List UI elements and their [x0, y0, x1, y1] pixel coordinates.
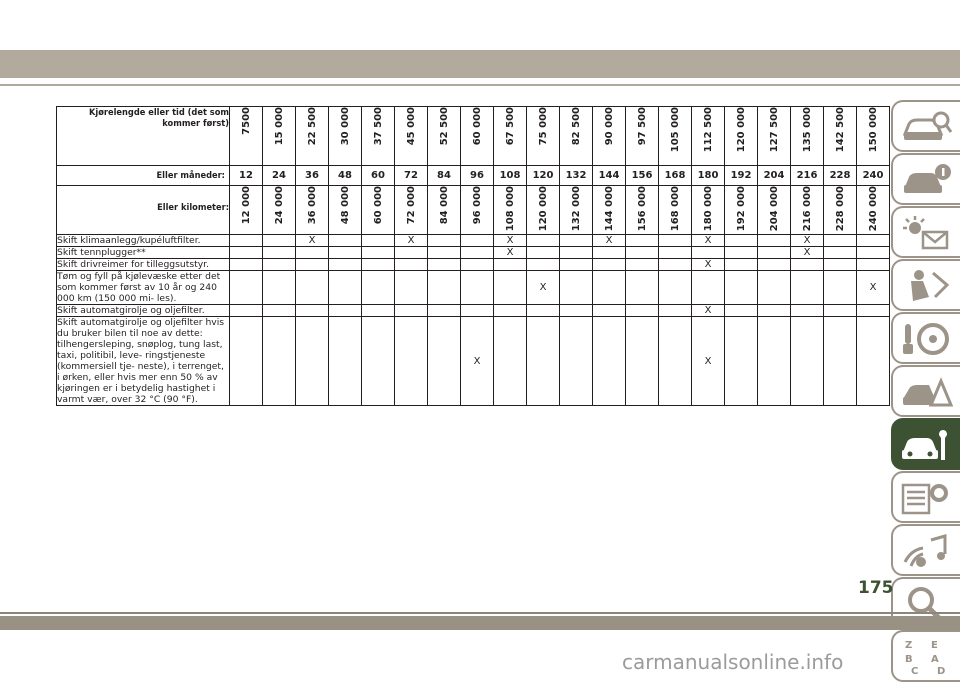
schedule-cell: [494, 317, 527, 406]
mileage-header-cell: [659, 107, 692, 166]
km-value: 240 000: [867, 186, 879, 232]
months-header-cell: 240: [857, 166, 890, 186]
schedule-cell: [824, 305, 857, 317]
schedule-cell: X: [593, 235, 626, 247]
km-value: 12 000: [240, 186, 252, 225]
schedule-cell: X: [791, 235, 824, 247]
km-header-cell: [362, 186, 395, 235]
months-header-cell: 228: [824, 166, 857, 186]
mileage-header-cell: [626, 107, 659, 166]
mileage-header-cell: [824, 107, 857, 166]
schedule-cell: [824, 259, 857, 271]
months-header-cell: 48: [329, 166, 362, 186]
schedule-cell: [395, 317, 428, 406]
schedule-cell: [692, 271, 725, 305]
km-value: 228 000: [834, 186, 846, 232]
mileage-header-cell: [725, 107, 758, 166]
schedule-cell: [527, 235, 560, 247]
months-header-cell: 216: [791, 166, 824, 186]
service-label: Skift drivreimer for tilleggsutstyr.: [57, 259, 230, 271]
schedule-cell: [329, 259, 362, 271]
mileage-value: 142 500: [834, 107, 846, 153]
km-header-cell: [527, 186, 560, 235]
schedule-cell: X: [791, 247, 824, 259]
schedule-cell: [758, 259, 791, 271]
mileage-header-cell: [263, 107, 296, 166]
schedule-cell: [725, 317, 758, 406]
km-header-cell: [758, 186, 791, 235]
schedule-cell: [857, 259, 890, 271]
schedule-cell: [362, 271, 395, 305]
km-value: 156 000: [636, 186, 648, 232]
schedule-cell: [626, 305, 659, 317]
km-value: 48 000: [339, 186, 351, 225]
schedule-cell: [857, 305, 890, 317]
km-value: 72 000: [405, 186, 417, 225]
schedule-cell: [428, 247, 461, 259]
km-value: 180 000: [702, 186, 714, 232]
mileage-header-row: [57, 107, 890, 166]
schedule-cell: [428, 317, 461, 406]
km-header-cell: [461, 186, 494, 235]
schedule-cell: X: [494, 235, 527, 247]
page-number: 175: [858, 578, 894, 598]
km-value: 216 000: [801, 186, 813, 232]
schedule-cell: [593, 259, 626, 271]
months-header-cell: 84: [428, 166, 461, 186]
schedule-cell: [494, 305, 527, 317]
chapter-tab[interactable]: [891, 418, 960, 470]
service-rows: [57, 235, 890, 406]
mileage-value: 7500: [240, 107, 252, 135]
km-header-cell: [395, 186, 428, 235]
schedule-cell: [329, 305, 362, 317]
schedule-cell: [461, 259, 494, 271]
schedule-cell: [758, 235, 791, 247]
schedule-cell: X: [527, 271, 560, 305]
service-label: Skift automatgirolje og oljefilter.: [57, 305, 230, 317]
km-value: 96 000: [471, 186, 483, 225]
schedule-cell: [494, 271, 527, 305]
mileage-value: 30 000: [339, 107, 351, 146]
mileage-value: 22 500: [306, 107, 318, 146]
schedule-cell: X: [692, 259, 725, 271]
schedule-cell: [725, 247, 758, 259]
schedule-cell: [230, 259, 263, 271]
schedule-cell: [428, 259, 461, 271]
schedule-cell: [791, 271, 824, 305]
chapter-tab[interactable]: [891, 630, 960, 682]
schedule-cell: [593, 317, 626, 406]
schedule-cell: [296, 305, 329, 317]
svg-text:A: A: [931, 654, 939, 665]
months-header-cell: 132: [560, 166, 593, 186]
months-header-cell: 24: [263, 166, 296, 186]
km-value: 36 000: [306, 186, 318, 225]
km-header-cell: [428, 186, 461, 235]
mileage-header-cell: [230, 107, 263, 166]
km-header-cell: [494, 186, 527, 235]
mileage-header-cell: [527, 107, 560, 166]
months-header-cell: 144: [593, 166, 626, 186]
schedule-cell: [362, 317, 395, 406]
km-header-cell: [626, 186, 659, 235]
mileage-value: 75 000: [537, 107, 549, 146]
months-header-cell: 156: [626, 166, 659, 186]
chapter-tab[interactable]: [891, 312, 960, 364]
km-header-cell: [329, 186, 362, 235]
schedule-cell: [659, 271, 692, 305]
mileage-header-cell: [329, 107, 362, 166]
months-header-cell: 12: [230, 166, 263, 186]
mileage-header-cell: [857, 107, 890, 166]
schedule-cell: [626, 259, 659, 271]
schedule-cell: [395, 271, 428, 305]
km-header-cell: [692, 186, 725, 235]
table-row: [57, 259, 890, 271]
chapter-tab[interactable]: [891, 365, 960, 417]
mileage-value: 135 000: [801, 107, 813, 153]
schedule-cell: [857, 247, 890, 259]
schedule-cell: X: [296, 235, 329, 247]
schedule-cell: [461, 305, 494, 317]
mileage-value: 45 000: [405, 107, 417, 146]
mileage-value: 90 000: [603, 107, 615, 146]
mileage-header-cell: [560, 107, 593, 166]
months-header-cell: 108: [494, 166, 527, 186]
chapter-tab[interactable]: [891, 206, 960, 258]
mileage-value: 82 500: [570, 107, 582, 146]
schedule-cell: [725, 235, 758, 247]
schedule-cell: [362, 259, 395, 271]
schedule-cell: [824, 235, 857, 247]
km-header-cell: [593, 186, 626, 235]
months-header-cell: 180: [692, 166, 725, 186]
schedule-cell: X: [494, 247, 527, 259]
schedule-cell: [362, 305, 395, 317]
mileage-header-cell: [494, 107, 527, 166]
svg-text:E: E: [931, 640, 938, 651]
km-value: 204 000: [768, 186, 780, 232]
svg-text:C: C: [911, 666, 919, 676]
km-header-cell: [263, 186, 296, 235]
chapter-tab[interactable]: [891, 471, 960, 523]
schedule-cell: [791, 305, 824, 317]
mileage-value: 127 500: [768, 107, 780, 153]
schedule-cell: X: [461, 317, 494, 406]
mileage-header-cell: [758, 107, 791, 166]
schedule-cell: [593, 247, 626, 259]
schedule-cell: [659, 317, 692, 406]
mileage-value: 120 000: [735, 107, 747, 153]
schedule-cell: [857, 235, 890, 247]
schedule-cell: [725, 271, 758, 305]
mileage-header-cell: [692, 107, 725, 166]
schedule-cell: [263, 259, 296, 271]
schedule-cell: [329, 235, 362, 247]
schedule-cell: [329, 317, 362, 406]
top-rule: [0, 84, 960, 86]
svg-text:Z: Z: [905, 640, 913, 651]
schedule-cell: [263, 235, 296, 247]
km-header-cell: [725, 186, 758, 235]
schedule-cell: [560, 235, 593, 247]
schedule-cell: [560, 305, 593, 317]
table-row: [57, 247, 890, 259]
schedule-cell: [659, 305, 692, 317]
km-label: Eller kilometer:: [57, 186, 230, 235]
schedule-cell: [824, 271, 857, 305]
schedule-cell: [593, 305, 626, 317]
km-header-cell: [824, 186, 857, 235]
table-row: [57, 271, 890, 305]
schedule-cell: [230, 247, 263, 259]
schedule-cell: [494, 259, 527, 271]
mileage-value: 37 500: [372, 107, 384, 146]
months-header-cell: 96: [461, 166, 494, 186]
schedule-cell: [230, 235, 263, 247]
months-header-row: [57, 166, 890, 186]
schedule-cell: [758, 305, 791, 317]
svg-text:D: D: [937, 666, 946, 676]
table-row: [57, 305, 890, 317]
schedule-cell: [461, 271, 494, 305]
service-label: Tøm og fyll på kjølevæske etter det som kommer først av 10 år og 240 000 km (150 000 mi- les).: [57, 271, 230, 305]
months-header-cell: 192: [725, 166, 758, 186]
schedule-cell: [230, 271, 263, 305]
schedule-cell: X: [395, 235, 428, 247]
schedule-cell: [857, 317, 890, 406]
mileage-header-cell: [428, 107, 461, 166]
schedule-cell: [593, 271, 626, 305]
km-header-cell: [560, 186, 593, 235]
schedule-cell: [824, 247, 857, 259]
chapter-tab[interactable]: [891, 524, 960, 576]
schedule-cell: [527, 317, 560, 406]
km-value: 192 000: [735, 186, 747, 232]
months-header-cell: 204: [758, 166, 791, 186]
km-header-cell: [791, 186, 824, 235]
schedule-cell: [362, 247, 395, 259]
schedule-cell: [626, 247, 659, 259]
schedule-cell: [626, 271, 659, 305]
bottom-band: [0, 616, 960, 630]
schedule-cell: [692, 247, 725, 259]
schedule-cell: [527, 247, 560, 259]
km-value: 132 000: [570, 186, 582, 232]
mileage-header-cell: [362, 107, 395, 166]
schedule-cell: [560, 247, 593, 259]
months-label: Eller måneder:: [57, 166, 230, 186]
schedule-cell: [362, 235, 395, 247]
schedule-cell: [461, 235, 494, 247]
mileage-value: 52 500: [438, 107, 450, 146]
schedule-cell: [560, 317, 593, 406]
mileage-value: 105 000: [669, 107, 681, 153]
km-header-cell: [659, 186, 692, 235]
schedule-cell: [461, 247, 494, 259]
mileage-value: 150 000: [867, 107, 879, 153]
schedule-cell: [659, 235, 692, 247]
schedule-cell: [527, 305, 560, 317]
schedule-cell: [263, 317, 296, 406]
km-value: 168 000: [669, 186, 681, 232]
schedule-cell: X: [692, 235, 725, 247]
service-label: Skift automatgirolje og oljefilter hvis du bruker bilen til noe av dette: tilhengersleping, snøplog, tung last, taxi, politibil, leve- ringstjeneste (kommersiell tje- neste), i terrenget, i ørken, eller hvis mer enn 50 % av kjøringen er i betydelig hastighet i varmt vær, over 32 °C (90 °F).: [57, 317, 230, 406]
schedule-cell: [296, 317, 329, 406]
mileage-header-cell: [296, 107, 329, 166]
schedule-cell: [659, 259, 692, 271]
km-value: 108 000: [504, 186, 516, 232]
schedule-cell: [395, 259, 428, 271]
schedule-cell: [791, 259, 824, 271]
service-label: Skift klimaanlegg/kupéluftfilter.: [57, 235, 230, 247]
km-value: 120 000: [537, 186, 549, 232]
schedule-cell: [296, 259, 329, 271]
schedule-cell: [725, 259, 758, 271]
km-header-cell: [230, 186, 263, 235]
schedule-cell: [263, 247, 296, 259]
schedule-cell: [296, 271, 329, 305]
km-header-cell: [857, 186, 890, 235]
schedule-cell: [329, 271, 362, 305]
schedule-cell: [395, 247, 428, 259]
months-header-cell: 60: [362, 166, 395, 186]
schedule-cell: [527, 259, 560, 271]
months-header-cell: 168: [659, 166, 692, 186]
mileage-value: 15 000: [273, 107, 285, 146]
svg-text:B: B: [905, 654, 913, 665]
schedule-cell: X: [692, 317, 725, 406]
km-value: 24 000: [273, 186, 285, 225]
watermark: carmanualsonline.info: [622, 650, 844, 674]
km-header-cell: [296, 186, 329, 235]
km-value: 84 000: [438, 186, 450, 225]
service-label: Skift tennplugger**: [57, 247, 230, 259]
schedule-cell: [230, 305, 263, 317]
mileage-label: Kjørelengde eller tid (det som kommer først): [57, 107, 230, 166]
km-value: 60 000: [372, 186, 384, 225]
schedule-cell: [230, 317, 263, 406]
schedule-cell: [395, 305, 428, 317]
km-header-row: [57, 186, 890, 235]
mileage-value: 60 000: [471, 107, 483, 146]
schedule-cell: [263, 271, 296, 305]
schedule-cell: [824, 317, 857, 406]
mileage-value: 97 500: [636, 107, 648, 146]
schedule-cell: [659, 247, 692, 259]
schedule-cell: [758, 271, 791, 305]
km-value: 144 000: [603, 186, 615, 232]
maintenance-schedule-table: [56, 106, 890, 406]
chapter-tab[interactable]: [891, 100, 960, 152]
mileage-value: 67 500: [504, 107, 516, 146]
mileage-header-cell: [461, 107, 494, 166]
table-row: [57, 317, 890, 406]
schedule-cell: X: [692, 305, 725, 317]
mileage-header-cell: [395, 107, 428, 166]
mileage-header-cell: [791, 107, 824, 166]
schedule-cell: [626, 235, 659, 247]
top-band: [0, 50, 960, 78]
schedule-cell: [263, 305, 296, 317]
months-header-cell: 72: [395, 166, 428, 186]
schedule-cell: [560, 259, 593, 271]
chapter-tab[interactable]: [891, 153, 960, 205]
chapter-tab[interactable]: [891, 259, 960, 311]
schedule-cell: [626, 317, 659, 406]
schedule-cell: [428, 235, 461, 247]
mileage-value: 112 500: [702, 107, 714, 153]
table-row: [57, 235, 890, 247]
schedule-cell: [758, 247, 791, 259]
schedule-cell: [758, 317, 791, 406]
schedule-cell: [296, 247, 329, 259]
schedule-cell: [428, 305, 461, 317]
schedule-cell: [329, 247, 362, 259]
months-header-cell: 120: [527, 166, 560, 186]
schedule-cell: [560, 271, 593, 305]
bottom-rule: [0, 612, 960, 614]
schedule-cell: [791, 317, 824, 406]
schedule-cell: X: [857, 271, 890, 305]
mileage-header-cell: [593, 107, 626, 166]
months-header-cell: 36: [296, 166, 329, 186]
schedule-cell: [725, 305, 758, 317]
schedule-cell: [428, 271, 461, 305]
